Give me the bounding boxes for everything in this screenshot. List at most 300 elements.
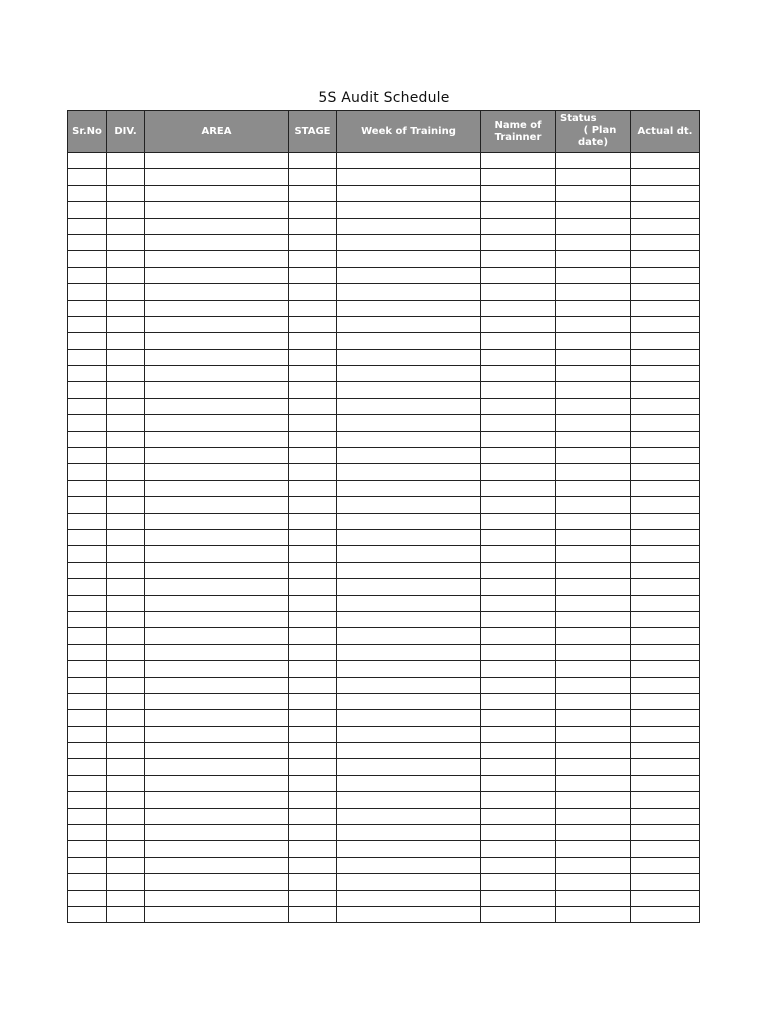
- cell-sr-no: [68, 497, 107, 513]
- cell-week-of-training: [337, 628, 481, 644]
- cell-actual-dt: [631, 579, 700, 595]
- cell-actual-dt: [631, 300, 700, 316]
- cell-name-of-trainner: [481, 546, 556, 562]
- table-row: [68, 693, 700, 709]
- cell-stage: [289, 316, 337, 332]
- cell-sr-no: [68, 267, 107, 283]
- cell-status: [556, 890, 631, 906]
- cell-status: [556, 398, 631, 414]
- cell-sr-no: [68, 759, 107, 775]
- table-row: [68, 431, 700, 447]
- cell-div: [107, 431, 145, 447]
- cell-status: [556, 218, 631, 234]
- cell-name-of-trainner: [481, 808, 556, 824]
- cell-actual-dt: [631, 841, 700, 857]
- cell-week-of-training: [337, 333, 481, 349]
- cell-area: [145, 546, 289, 562]
- cell-div: [107, 775, 145, 791]
- table-row: [68, 628, 700, 644]
- cell-status: [556, 546, 631, 562]
- cell-area: [145, 169, 289, 185]
- cell-actual-dt: [631, 333, 700, 349]
- cell-area: [145, 513, 289, 529]
- cell-status: [556, 825, 631, 841]
- cell-week-of-training: [337, 497, 481, 513]
- cell-actual-dt: [631, 267, 700, 283]
- audit-schedule-table: [67, 110, 700, 923]
- table-row: [68, 677, 700, 693]
- cell-actual-dt: [631, 169, 700, 185]
- cell-area: [145, 874, 289, 890]
- cell-area: [145, 497, 289, 513]
- cell-div: [107, 792, 145, 808]
- header-div: DIV.: [107, 111, 145, 153]
- cell-stage: [289, 398, 337, 414]
- cell-area: [145, 267, 289, 283]
- cell-div: [107, 825, 145, 841]
- cell-stage: [289, 529, 337, 545]
- cell-stage: [289, 185, 337, 201]
- cell-actual-dt: [631, 857, 700, 873]
- cell-area: [145, 841, 289, 857]
- cell-div: [107, 480, 145, 496]
- cell-week-of-training: [337, 906, 481, 922]
- cell-div: [107, 513, 145, 529]
- cell-week-of-training: [337, 267, 481, 283]
- cell-sr-no: [68, 890, 107, 906]
- table-row: [68, 284, 700, 300]
- cell-week-of-training: [337, 579, 481, 595]
- table-row: [68, 480, 700, 496]
- table-row: [68, 185, 700, 201]
- cell-div: [107, 316, 145, 332]
- cell-area: [145, 906, 289, 922]
- cell-stage: [289, 759, 337, 775]
- cell-name-of-trainner: [481, 480, 556, 496]
- cell-sr-no: [68, 185, 107, 201]
- table-row: [68, 300, 700, 316]
- cell-status: [556, 333, 631, 349]
- table-row: [68, 234, 700, 250]
- cell-actual-dt: [631, 349, 700, 365]
- cell-actual-dt: [631, 497, 700, 513]
- cell-actual-dt: [631, 628, 700, 644]
- cell-week-of-training: [337, 726, 481, 742]
- table-row: [68, 415, 700, 431]
- cell-name-of-trainner: [481, 333, 556, 349]
- cell-sr-no: [68, 726, 107, 742]
- cell-div: [107, 906, 145, 922]
- cell-name-of-trainner: [481, 644, 556, 660]
- cell-stage: [289, 562, 337, 578]
- cell-name-of-trainner: [481, 234, 556, 250]
- cell-stage: [289, 202, 337, 218]
- cell-sr-no: [68, 841, 107, 857]
- cell-sr-no: [68, 857, 107, 873]
- cell-stage: [289, 513, 337, 529]
- cell-status: [556, 415, 631, 431]
- cell-stage: [289, 726, 337, 742]
- cell-div: [107, 415, 145, 431]
- cell-status: [556, 611, 631, 627]
- cell-week-of-training: [337, 693, 481, 709]
- cell-stage: [289, 349, 337, 365]
- cell-sr-no: [68, 234, 107, 250]
- cell-sr-no: [68, 366, 107, 382]
- cell-area: [145, 677, 289, 693]
- cell-week-of-training: [337, 185, 481, 201]
- cell-week-of-training: [337, 808, 481, 824]
- header-name-of-trainner-label: Name of Trainner: [494, 119, 542, 143]
- cell-sr-no: [68, 611, 107, 627]
- cell-name-of-trainner: [481, 382, 556, 398]
- cell-area: [145, 300, 289, 316]
- cell-sr-no: [68, 300, 107, 316]
- cell-stage: [289, 710, 337, 726]
- cell-area: [145, 808, 289, 824]
- table-row: [68, 825, 700, 841]
- cell-actual-dt: [631, 153, 700, 169]
- cell-week-of-training: [337, 316, 481, 332]
- cell-area: [145, 792, 289, 808]
- cell-div: [107, 366, 145, 382]
- cell-area: [145, 579, 289, 595]
- table-row: [68, 546, 700, 562]
- cell-sr-no: [68, 825, 107, 841]
- cell-sr-no: [68, 874, 107, 890]
- cell-week-of-training: [337, 382, 481, 398]
- header-area: AREA: [145, 111, 289, 153]
- cell-area: [145, 398, 289, 414]
- cell-sr-no: [68, 529, 107, 545]
- cell-status: [556, 513, 631, 529]
- cell-actual-dt: [631, 890, 700, 906]
- table-row: [68, 448, 700, 464]
- cell-div: [107, 759, 145, 775]
- table-row: [68, 218, 700, 234]
- cell-week-of-training: [337, 775, 481, 791]
- cell-div: [107, 644, 145, 660]
- cell-stage: [289, 546, 337, 562]
- cell-actual-dt: [631, 726, 700, 742]
- cell-name-of-trainner: [481, 874, 556, 890]
- cell-div: [107, 546, 145, 562]
- cell-stage: [289, 300, 337, 316]
- cell-stage: [289, 448, 337, 464]
- cell-div: [107, 611, 145, 627]
- cell-sr-no: [68, 546, 107, 562]
- cell-name-of-trainner: [481, 398, 556, 414]
- header-actual-dt: Actual dt.: [631, 111, 700, 153]
- cell-name-of-trainner: [481, 448, 556, 464]
- cell-status: [556, 366, 631, 382]
- cell-actual-dt: [631, 759, 700, 775]
- cell-div: [107, 267, 145, 283]
- cell-div: [107, 743, 145, 759]
- cell-area: [145, 366, 289, 382]
- cell-name-of-trainner: [481, 775, 556, 791]
- table-row: [68, 333, 700, 349]
- header-status: [556, 111, 631, 153]
- cell-actual-dt: [631, 448, 700, 464]
- cell-stage: [289, 628, 337, 644]
- cell-div: [107, 726, 145, 742]
- cell-area: [145, 480, 289, 496]
- cell-actual-dt: [631, 234, 700, 250]
- cell-actual-dt: [631, 529, 700, 545]
- cell-name-of-trainner: [481, 677, 556, 693]
- cell-status: [556, 480, 631, 496]
- cell-div: [107, 464, 145, 480]
- table-row: [68, 759, 700, 775]
- table-row: [68, 906, 700, 922]
- cell-area: [145, 562, 289, 578]
- cell-status: [556, 316, 631, 332]
- cell-area: [145, 333, 289, 349]
- table-row: [68, 644, 700, 660]
- cell-sr-no: [68, 480, 107, 496]
- cell-week-of-training: [337, 169, 481, 185]
- cell-div: [107, 234, 145, 250]
- cell-sr-no: [68, 218, 107, 234]
- cell-week-of-training: [337, 890, 481, 906]
- cell-area: [145, 316, 289, 332]
- cell-area: [145, 234, 289, 250]
- cell-stage: [289, 841, 337, 857]
- cell-sr-no: [68, 284, 107, 300]
- cell-actual-dt: [631, 218, 700, 234]
- cell-sr-no: [68, 693, 107, 709]
- cell-name-of-trainner: [481, 316, 556, 332]
- cell-sr-no: [68, 398, 107, 414]
- cell-div: [107, 497, 145, 513]
- cell-actual-dt: [631, 825, 700, 841]
- cell-area: [145, 464, 289, 480]
- cell-week-of-training: [337, 284, 481, 300]
- cell-actual-dt: [631, 546, 700, 562]
- cell-status: [556, 234, 631, 250]
- cell-stage: [289, 775, 337, 791]
- cell-stage: [289, 415, 337, 431]
- table-row: [68, 726, 700, 742]
- cell-name-of-trainner: [481, 710, 556, 726]
- cell-status: [556, 153, 631, 169]
- cell-actual-dt: [631, 710, 700, 726]
- cell-sr-no: [68, 661, 107, 677]
- cell-name-of-trainner: [481, 284, 556, 300]
- cell-actual-dt: [631, 366, 700, 382]
- cell-actual-dt: [631, 398, 700, 414]
- cell-area: [145, 415, 289, 431]
- table-row: [68, 595, 700, 611]
- cell-name-of-trainner: [481, 628, 556, 644]
- cell-actual-dt: [631, 480, 700, 496]
- cell-sr-no: [68, 644, 107, 660]
- cell-week-of-training: [337, 202, 481, 218]
- cell-div: [107, 382, 145, 398]
- cell-actual-dt: [631, 611, 700, 627]
- cell-div: [107, 808, 145, 824]
- cell-name-of-trainner: [481, 726, 556, 742]
- cell-sr-no: [68, 169, 107, 185]
- cell-actual-dt: [631, 251, 700, 267]
- cell-area: [145, 153, 289, 169]
- cell-div: [107, 284, 145, 300]
- cell-sr-no: [68, 710, 107, 726]
- table-row: [68, 398, 700, 414]
- cell-area: [145, 759, 289, 775]
- table-row: [68, 464, 700, 480]
- cell-div: [107, 579, 145, 595]
- cell-name-of-trainner: [481, 366, 556, 382]
- cell-sr-no: [68, 448, 107, 464]
- cell-actual-dt: [631, 382, 700, 398]
- cell-status: [556, 595, 631, 611]
- cell-sr-no: [68, 202, 107, 218]
- cell-name-of-trainner: [481, 841, 556, 857]
- cell-stage: [289, 464, 337, 480]
- cell-name-of-trainner: [481, 792, 556, 808]
- cell-name-of-trainner: [481, 611, 556, 627]
- cell-name-of-trainner: [481, 251, 556, 267]
- cell-sr-no: [68, 333, 107, 349]
- cell-area: [145, 251, 289, 267]
- cell-week-of-training: [337, 743, 481, 759]
- cell-week-of-training: [337, 759, 481, 775]
- cell-area: [145, 431, 289, 447]
- cell-sr-no: [68, 316, 107, 332]
- cell-status: [556, 710, 631, 726]
- table-row: [68, 857, 700, 873]
- cell-stage: [289, 218, 337, 234]
- table-row: [68, 202, 700, 218]
- cell-sr-no: [68, 906, 107, 922]
- cell-stage: [289, 480, 337, 496]
- cell-status: [556, 251, 631, 267]
- cell-div: [107, 185, 145, 201]
- cell-div: [107, 693, 145, 709]
- cell-name-of-trainner: [481, 743, 556, 759]
- table-row: [68, 497, 700, 513]
- cell-status: [556, 448, 631, 464]
- cell-status: [556, 562, 631, 578]
- cell-actual-dt: [631, 906, 700, 922]
- cell-sr-no: [68, 808, 107, 824]
- header-status-label: Status ( Plan date): [560, 113, 617, 148]
- cell-stage: [289, 611, 337, 627]
- cell-name-of-trainner: [481, 857, 556, 873]
- cell-name-of-trainner: [481, 415, 556, 431]
- cell-name-of-trainner: [481, 464, 556, 480]
- cell-sr-no: [68, 775, 107, 791]
- cell-status: [556, 349, 631, 365]
- cell-name-of-trainner: [481, 562, 556, 578]
- table-row: [68, 661, 700, 677]
- cell-actual-dt: [631, 743, 700, 759]
- cell-week-of-training: [337, 480, 481, 496]
- table-row: [68, 169, 700, 185]
- cell-sr-no: [68, 743, 107, 759]
- cell-stage: [289, 792, 337, 808]
- cell-div: [107, 562, 145, 578]
- cell-stage: [289, 153, 337, 169]
- cell-name-of-trainner: [481, 693, 556, 709]
- table-row: [68, 529, 700, 545]
- cell-div: [107, 202, 145, 218]
- cell-stage: [289, 906, 337, 922]
- cell-stage: [289, 366, 337, 382]
- cell-week-of-training: [337, 398, 481, 414]
- cell-stage: [289, 890, 337, 906]
- cell-stage: [289, 743, 337, 759]
- cell-week-of-training: [337, 415, 481, 431]
- cell-week-of-training: [337, 153, 481, 169]
- cell-week-of-training: [337, 825, 481, 841]
- cell-name-of-trainner: [481, 661, 556, 677]
- cell-status: [556, 693, 631, 709]
- cell-status: [556, 857, 631, 873]
- cell-stage: [289, 808, 337, 824]
- cell-area: [145, 857, 289, 873]
- cell-name-of-trainner: [481, 185, 556, 201]
- table-row: [68, 579, 700, 595]
- cell-status: [556, 644, 631, 660]
- cell-stage: [289, 857, 337, 873]
- cell-div: [107, 677, 145, 693]
- cell-actual-dt: [631, 284, 700, 300]
- cell-status: [556, 300, 631, 316]
- cell-name-of-trainner: [481, 579, 556, 595]
- header-week-of-training: Week of Training: [337, 111, 481, 153]
- cell-sr-no: [68, 464, 107, 480]
- table-row: [68, 562, 700, 578]
- cell-area: [145, 743, 289, 759]
- cell-area: [145, 710, 289, 726]
- cell-status: [556, 792, 631, 808]
- cell-stage: [289, 661, 337, 677]
- cell-sr-no: [68, 431, 107, 447]
- cell-week-of-training: [337, 874, 481, 890]
- cell-week-of-training: [337, 857, 481, 873]
- cell-week-of-training: [337, 562, 481, 578]
- cell-actual-dt: [631, 693, 700, 709]
- cell-actual-dt: [631, 316, 700, 332]
- cell-div: [107, 448, 145, 464]
- cell-div: [107, 628, 145, 644]
- cell-status: [556, 808, 631, 824]
- cell-actual-dt: [631, 808, 700, 824]
- cell-actual-dt: [631, 464, 700, 480]
- cell-sr-no: [68, 628, 107, 644]
- cell-status: [556, 906, 631, 922]
- cell-status: [556, 726, 631, 742]
- cell-name-of-trainner: [481, 513, 556, 529]
- cell-name-of-trainner: [481, 497, 556, 513]
- table-body: [68, 153, 700, 923]
- cell-status: [556, 759, 631, 775]
- page-title: 5S Audit Schedule: [318, 90, 450, 106]
- table-header-row: [68, 111, 700, 153]
- cell-week-of-training: [337, 661, 481, 677]
- cell-div: [107, 218, 145, 234]
- cell-area: [145, 284, 289, 300]
- cell-area: [145, 825, 289, 841]
- cell-stage: [289, 284, 337, 300]
- cell-sr-no: [68, 562, 107, 578]
- cell-actual-dt: [631, 562, 700, 578]
- table-row: [68, 710, 700, 726]
- cell-name-of-trainner: [481, 906, 556, 922]
